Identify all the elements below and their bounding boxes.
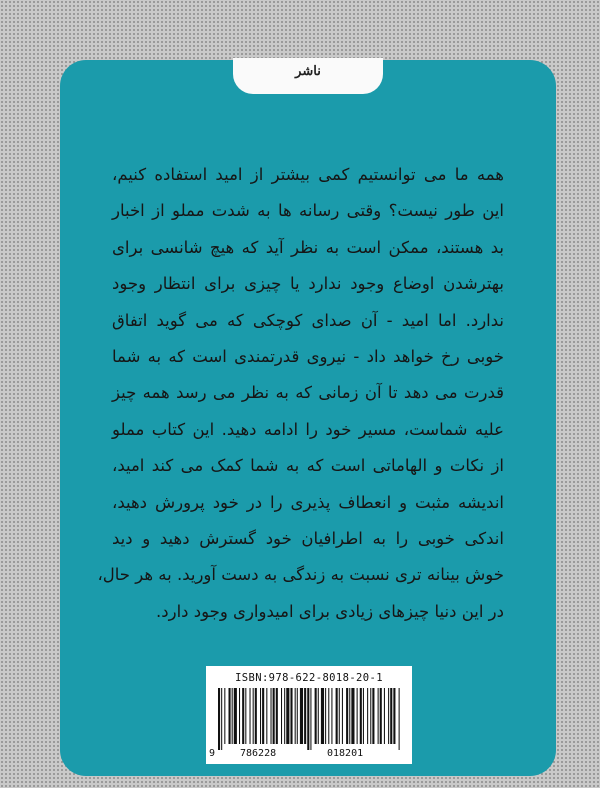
blurb-line: اندکی خوبی را به اطرافیان خود گسترش دهید و دید xyxy=(112,528,504,548)
barcode-left-digits: 786228 xyxy=(240,748,277,759)
barcode-right-digits: 018201 xyxy=(327,748,364,759)
publisher-logo: ناشر xyxy=(295,64,321,79)
blurb-line: ندارد. اما امید - آن صدای کوچکی که می گوید اتفاق xyxy=(112,310,504,330)
blurb-line: اندیشه مثبت و انعطاف پذیری را در خود پرورش دهید، xyxy=(112,492,504,512)
back-cover-panel xyxy=(60,60,556,776)
blurb-line: این طور نیست؟ وقتی رسانه ها به شدت مملو از اخبار xyxy=(112,201,504,221)
blurb-line: بد هستند، ممکن است به نظر آید که هیچ شانسی برای xyxy=(112,237,504,257)
blurb-line: خوش بینانه تری نسبت به زندگی به دست آورید. به هر حال، xyxy=(97,565,504,585)
blurb-line: در این دنیا چیزهای زیادی برای امیدواری وجود دارد. xyxy=(156,601,504,621)
barcode-first-digit: 9 xyxy=(209,748,216,759)
blurb-line: بهترشدن اوضاع وجود ندارد یا چیزی برای انتظار وجود xyxy=(112,274,504,294)
isbn-label: ISBN:978-622-8018-20-1 xyxy=(235,672,383,684)
blurb-line: همه ما می توانستیم کمی بیشتر از امید استفاده کنیم، xyxy=(112,165,504,184)
isbn-barcode xyxy=(206,666,412,764)
blurb-text xyxy=(97,157,504,630)
blurb-line: از نکات و الهاماتی است که به شما کمک می کند امید، xyxy=(112,456,504,476)
publisher-tab xyxy=(233,58,383,94)
blurb-line: خوبی رخ خواهد داد - نیروی قدرتمندی است که به شما xyxy=(112,346,504,366)
blurb-line: علیه شماست، مسیر خود را ادامه دهید. این کتاب مملو xyxy=(112,419,504,439)
blurb-line: قدرت می دهد تا آن زمانی که به نظر می رسد همه چیز xyxy=(112,383,504,403)
barcode-bars xyxy=(218,688,400,750)
